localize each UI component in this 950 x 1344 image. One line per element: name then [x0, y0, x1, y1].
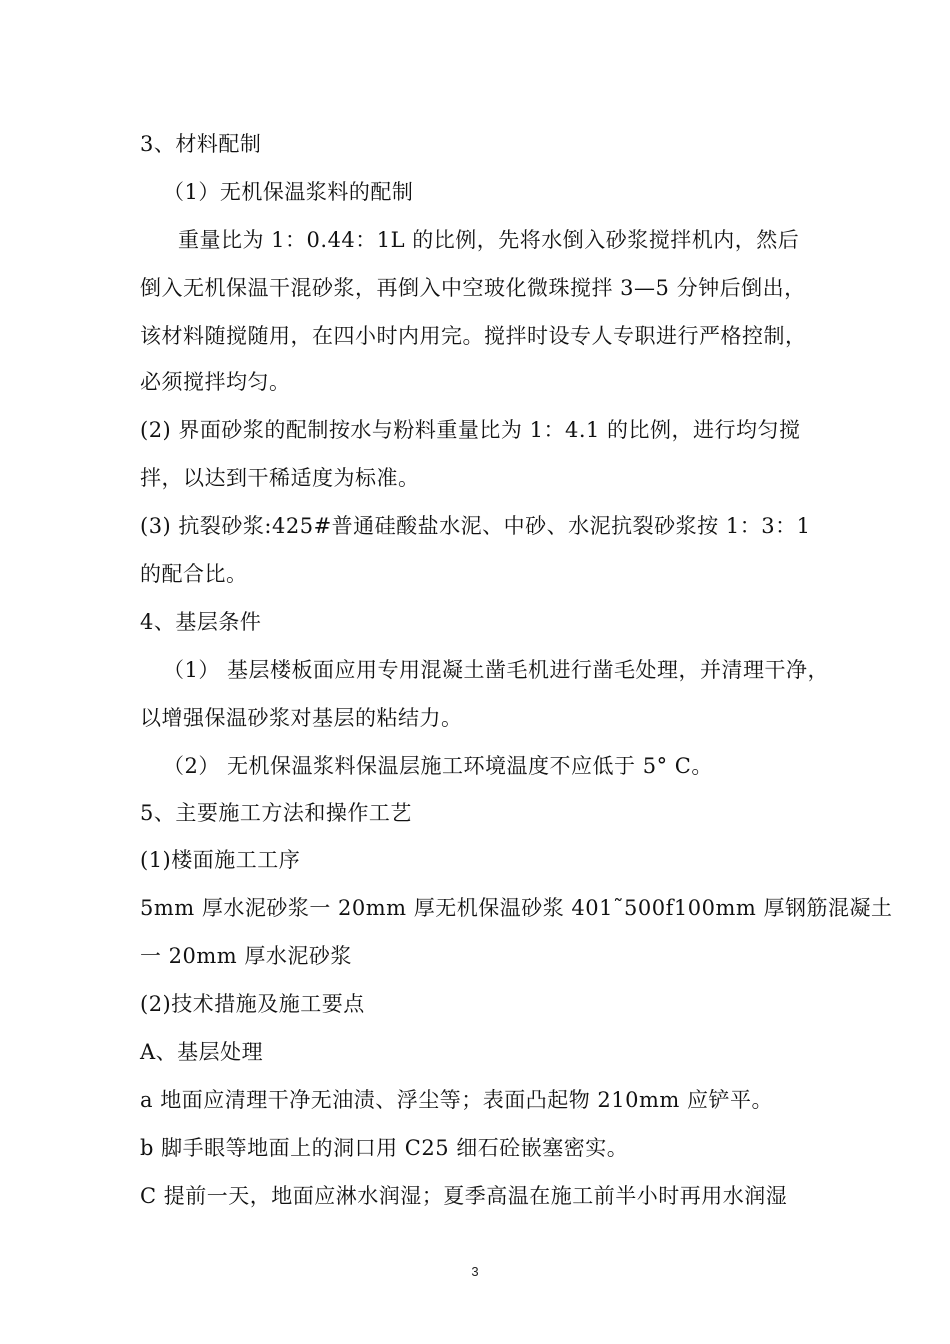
paragraph-line: 该材料随搅随用，在四小时内用完。搅拌时设专人专职进行严格控制， [140, 324, 807, 348]
paragraph-line: （1） 基层楼板面应用专用混凝土凿毛机进行凿毛处理，并清理干净， [163, 658, 830, 682]
paragraph-line: 一 20mm 厚水泥砂浆 [140, 944, 352, 968]
subheading-floor-process: (1)楼面施工工序 [140, 848, 301, 872]
paragraph-line: 以增强保温砂浆对基层的粘结力。 [140, 706, 463, 730]
paragraph-line: (2) 界面砂浆的配制按水与粉料重量比为 1：4.1 的比例，进行均匀搅 [140, 418, 801, 442]
paragraph-line: 的配合比。 [140, 562, 248, 586]
list-item: a 地面应清理干净无油渍、浮尘等；表面凸起物 210mm 应铲平。 [140, 1088, 773, 1112]
section-heading-base-conditions: 4、基层条件 [140, 610, 262, 634]
section-heading-construction-methods: 5、主要施工方法和操作工艺 [140, 801, 412, 825]
paragraph-line: （2） 无机保温浆料保温层施工环境温度不应低于 5° C。 [163, 754, 713, 778]
paragraph-line: 重量比为 1：0.44：1L 的比例，先将水倒入砂浆搅拌机内，然后 [178, 228, 800, 252]
paragraph-line: 倒入无机保温干混砂浆，再倒入中空玻化微珠搅拌 3—5 分钟后倒出， [140, 276, 806, 300]
subheading-inorganic-mortar: （1）无机保温浆料的配制 [163, 180, 414, 204]
page-number: 3 [471, 1264, 479, 1279]
subheading-base-treatment: A、基层处理 [140, 1040, 264, 1064]
section-heading-materials: 3、材料配制 [140, 132, 262, 156]
paragraph-line: 5mm 厚水泥砂浆一 20mm 厚无机保温砂浆 401˜500f100mm 厚钢筋混凝土 [140, 896, 893, 920]
list-item: b 脚手眼等地面上的洞口用 C25 细石砼嵌塞密实。 [140, 1136, 629, 1160]
paragraph-line: 拌，以达到干稀适度为标准。 [140, 466, 420, 490]
list-item: C 提前一天，地面应淋水润湿；夏季高温在施工前半小时再用水润湿 [140, 1184, 788, 1208]
paragraph-line: 必须搅拌均匀。 [140, 370, 291, 394]
subheading-technical-measures: (2)技术措施及施工要点 [140, 992, 365, 1016]
paragraph-line: (3) 抗裂砂浆:425#普通硅酸盐水泥、中砂、水泥抗裂砂浆按 1：3：1 [140, 514, 811, 538]
